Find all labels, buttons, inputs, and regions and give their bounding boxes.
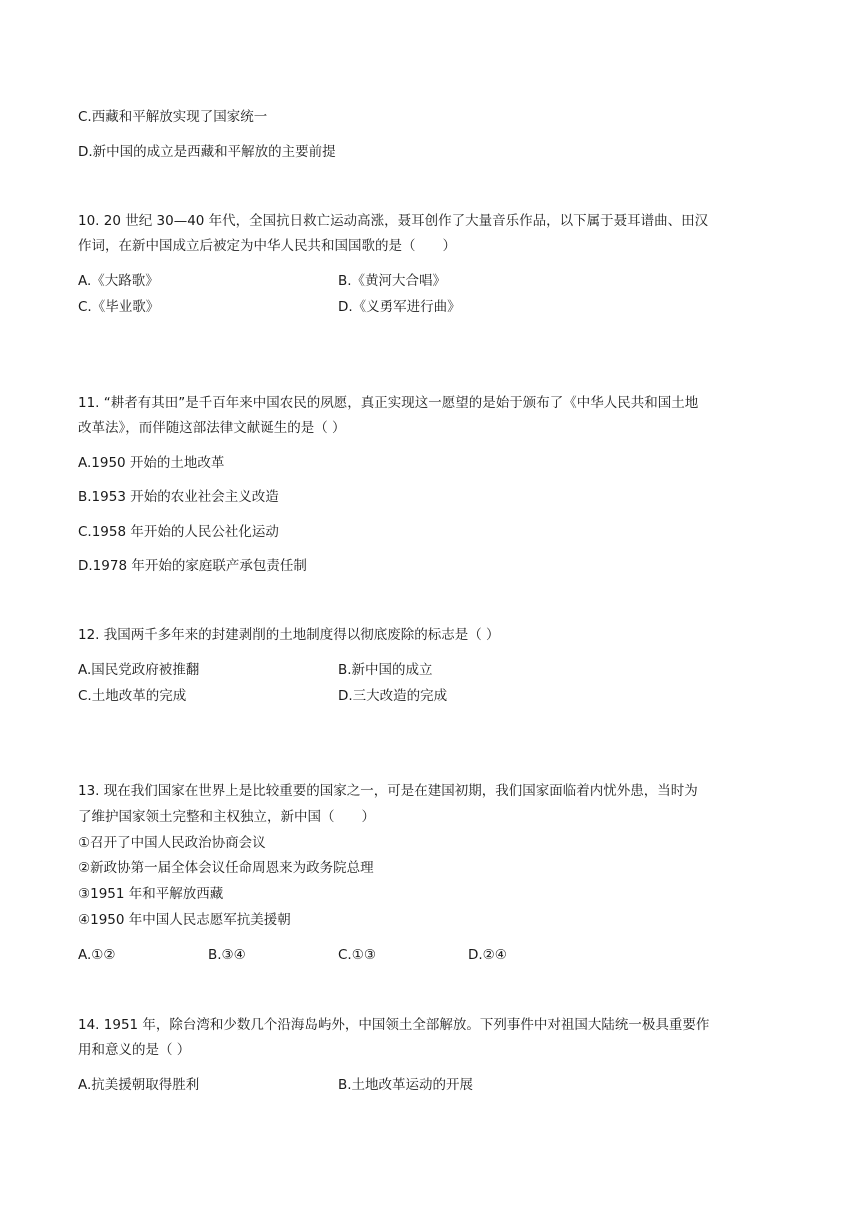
- q10-stem-line1: 10. 20 世纪 30—40 年代，全国抗日救亡运动高涨，聂耳创作了大量音乐作品，以下属于聂耳谱曲、田汉: [78, 213, 709, 229]
- q13-statement-4: ④1950 年中国人民志愿军抗美援朝: [78, 912, 291, 928]
- q11-option-b: B.1953 开始的农业社会主义改造: [78, 489, 279, 505]
- q13-statement-3: ③1951 年和平解放西藏: [78, 886, 224, 902]
- q12-option-a: A.国民党政府被推翻: [78, 662, 200, 678]
- q9-option-c: C.西藏和平解放实现了国家统一: [78, 109, 268, 125]
- q14-stem-line2: 用和意义的是（ ）: [78, 1042, 191, 1058]
- q12-option-c: C.土地改革的完成: [78, 688, 187, 704]
- q14-option-a: A.抗美援朝取得胜利: [78, 1077, 200, 1093]
- q13-option-d: D.②④: [468, 947, 507, 963]
- q12-stem: 12. 我国两千多年来的封建剥削的土地制度得以彻底废除的标志是（ ）: [78, 627, 500, 643]
- q10-stem-line2: 作词，在新中国成立后被定为中华人民共和国国歌的是（ ）: [78, 238, 456, 254]
- q13-option-c: C.①③: [338, 947, 376, 963]
- q13-option-a: A.①②: [78, 947, 116, 963]
- q11-option-c: C.1958 年开始的人民公社化运动: [78, 524, 279, 540]
- q12-option-d: D.三大改造的完成: [338, 688, 448, 704]
- q11-option-d: D.1978 年开始的家庭联产承包责任制: [78, 558, 307, 574]
- q11-stem-line1: 11. “耕者有其田”是千百年来中国农民的夙愿，真正实现这一愿望的是始于颁布了《中华人民共和国土地: [78, 395, 699, 411]
- q14-option-b: B.土地改革运动的开展: [338, 1077, 474, 1093]
- q11-option-a: A.1950 开始的土地改革: [78, 455, 225, 471]
- q13-option-b: B.③④: [208, 947, 246, 963]
- q13-statement-1: ①召开了中国人民政治协商会议: [78, 835, 266, 851]
- q13-statement-2: ②新政协第一届全体会议任命周恩来为政务院总理: [78, 860, 374, 876]
- q13-stem-line1: 13. 现在我们国家在世界上是比较重要的国家之一，可是在建国初期，我们国家面临着内忧外患，当时为: [78, 783, 698, 799]
- q10-option-a: A.《大路歌》: [78, 273, 159, 289]
- q12-option-b: B.新中国的成立: [338, 662, 433, 678]
- q10-option-c: C.《毕业歌》: [78, 299, 160, 315]
- q11-stem-line2: 改革法》，而伴随这部法律文献诞生的是（ ）: [78, 420, 346, 436]
- q14-stem-line1: 14. 1951 年，除台湾和少数几个沿海岛屿外，中国领土全部解放。下列事件中对祖国大陆统一极具重要作: [78, 1017, 710, 1033]
- q10-option-d: D.《义勇军进行曲》: [338, 299, 461, 315]
- q9-option-d: D.新中国的成立是西藏和平解放的主要前提: [78, 144, 336, 160]
- q13-stem-line2: 了维护国家领土完整和主权独立，新中国（ ）: [78, 809, 375, 825]
- q10-option-b: B.《黄河大合唱》: [338, 273, 447, 289]
